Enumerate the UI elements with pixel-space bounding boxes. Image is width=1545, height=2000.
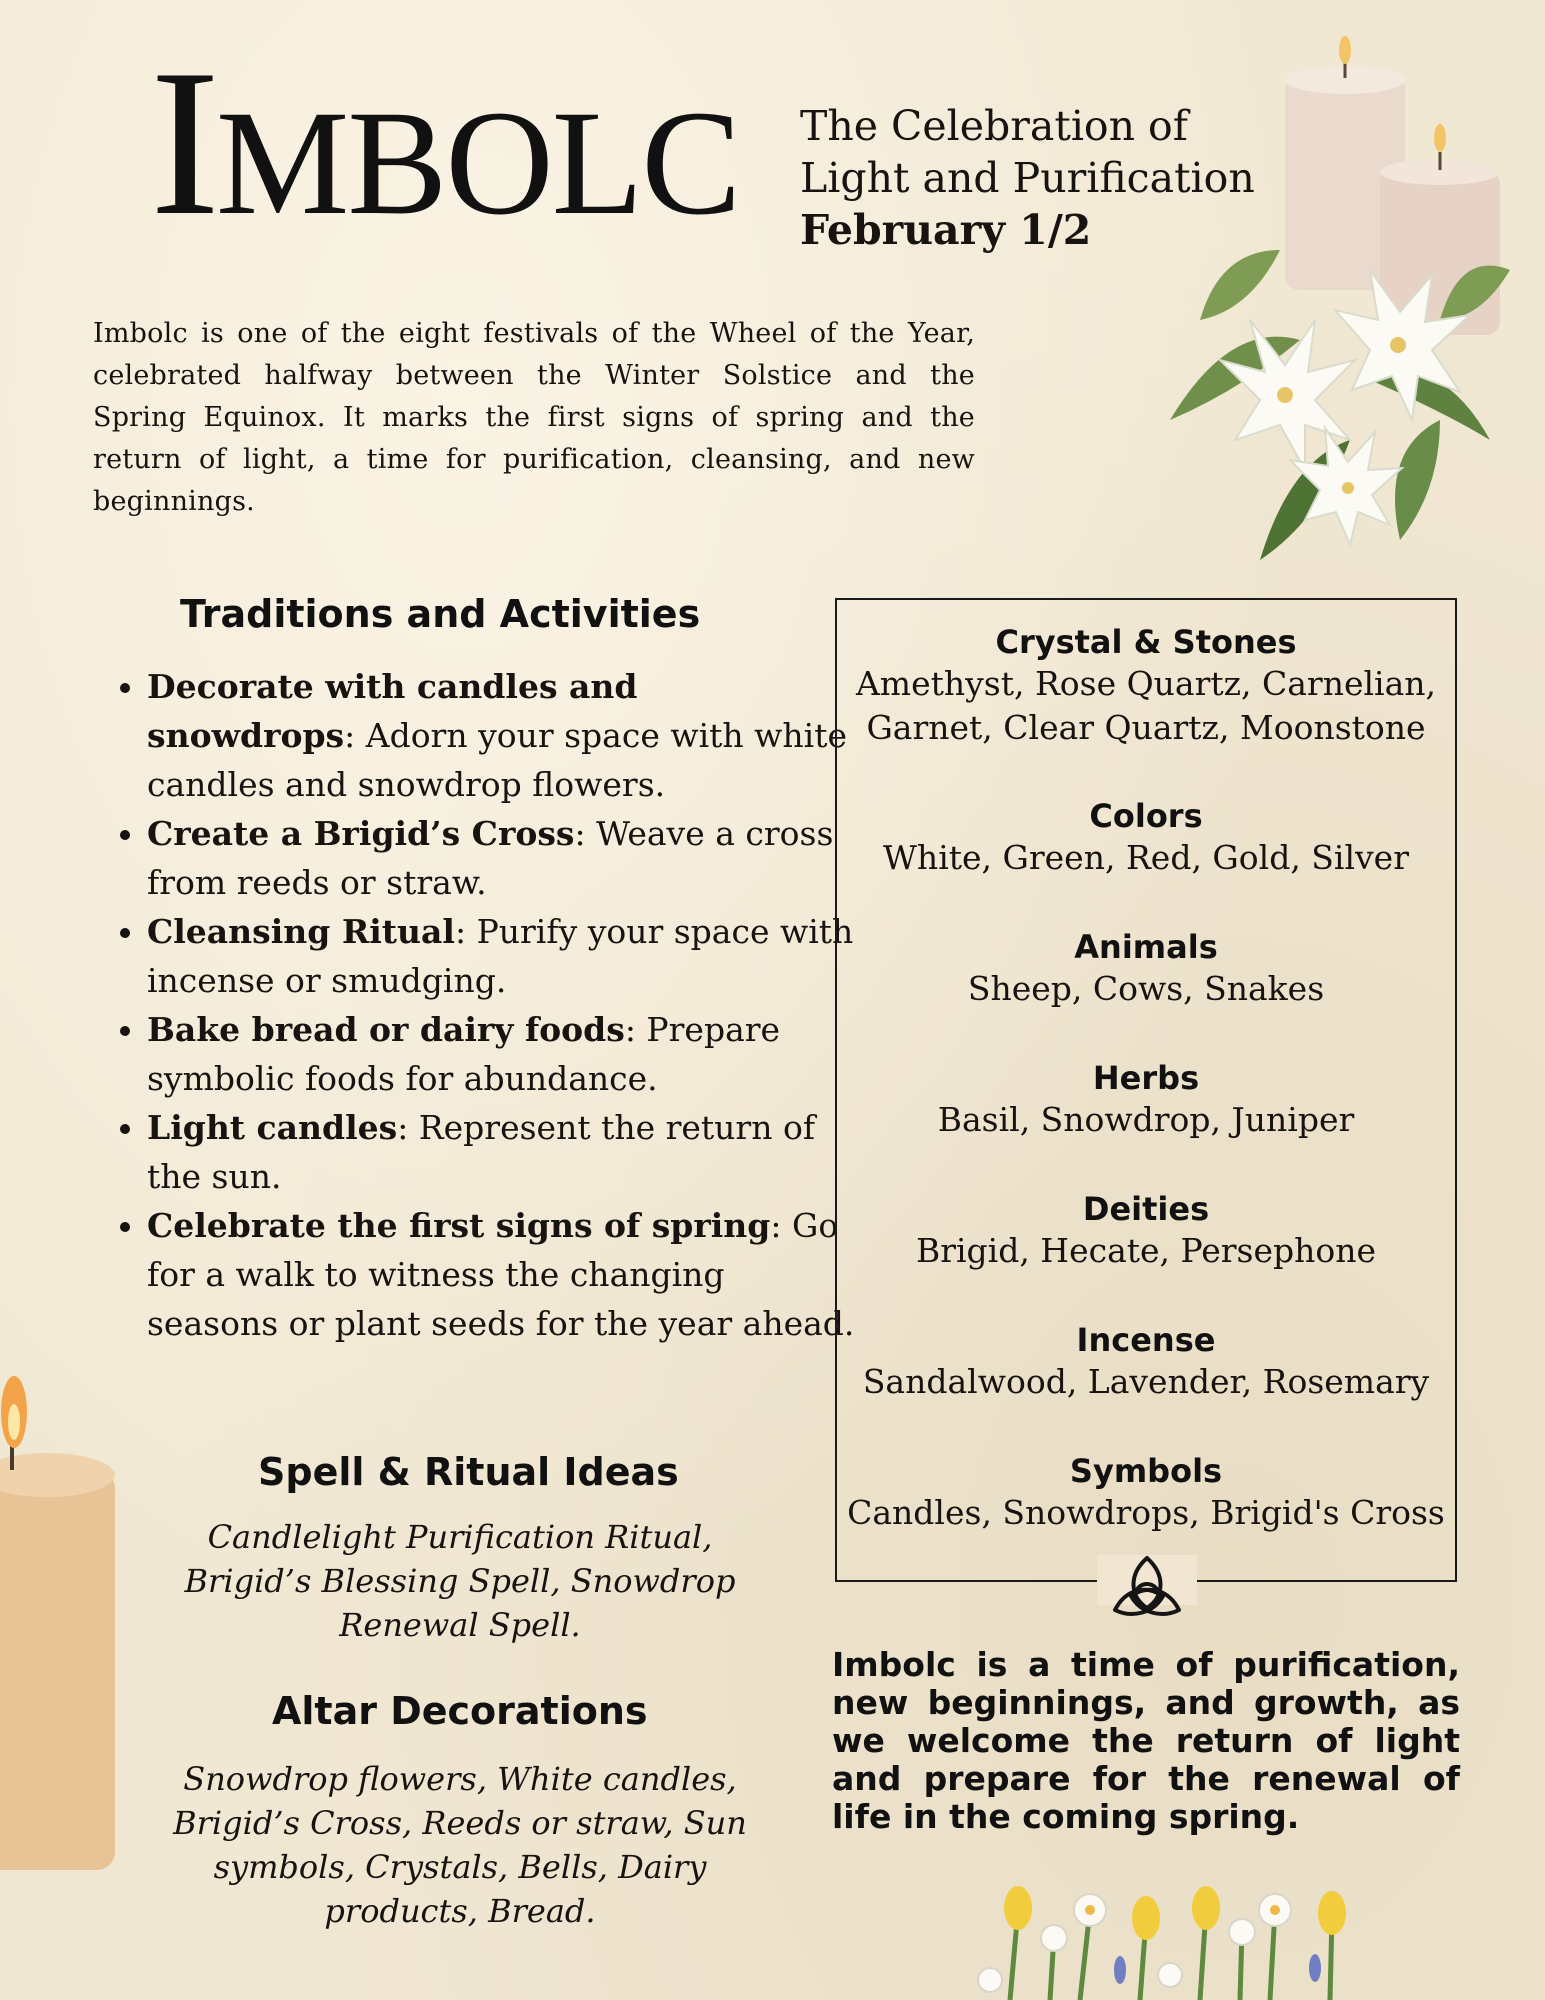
correspondence-heading: Colors (1089, 797, 1203, 835)
title-initial: I (150, 27, 216, 259)
closing-statement: Imbolc is a time of purification, new beginnings, and growth, as we welcome the return of light and prepare for the renewal of life in the coming spring. (832, 1645, 1460, 1836)
correspondence-crystals (837, 622, 1455, 750)
correspondence-heading: Crystal & Stones (995, 623, 1297, 661)
correspondence-value: White, Green, Red, Gold, Silver (883, 838, 1409, 877)
spell-heading: Spell & Ritual Ideas (258, 1450, 679, 1494)
correspondence-animals (837, 927, 1455, 1011)
correspondence-value: Amethyst, Rose Quartz, Carnelian, Garnet, Clear Quartz, Moonstone (855, 664, 1437, 747)
item-title: Light candles (147, 1108, 398, 1147)
spell-ideas: Candlelight Purification Ritual, Brigid’s Blessing Spell, Snowdrop Renewal Spell. (184, 1518, 736, 1644)
triquetra-icon (1107, 1552, 1187, 1622)
traditions-list (100, 662, 857, 1348)
correspondence-value: Brigid, Hecate, Persephone (915, 1231, 1377, 1270)
list-item (147, 1103, 857, 1201)
correspondence-incense (837, 1320, 1455, 1404)
traditions-heading: Traditions and Activities (180, 592, 701, 636)
correspondence-deities (837, 1189, 1455, 1273)
list-item (147, 662, 857, 809)
correspondence-heading: Animals (1074, 928, 1218, 966)
list-item (147, 809, 857, 907)
item-text: : Adorn your space with white candles and snowdrop flowers. (147, 716, 847, 804)
title-rest: MBOLC (215, 80, 740, 246)
correspondence-herbs (837, 1058, 1455, 1142)
correspondence-heading: Deities (1082, 1190, 1210, 1228)
subtitle-line-1: The Celebration of (800, 102, 1188, 150)
spring-flowers-illustration (970, 1880, 1370, 2000)
correspondences-box (835, 598, 1457, 1582)
list-item (147, 1005, 857, 1103)
correspondence-value: Sheep, Cows, Snakes (967, 969, 1325, 1008)
item-text: : Represent the return of the sun. (147, 1108, 816, 1196)
item-text: : Weave a cross from reeds or straw. (147, 814, 834, 902)
item-title: Celebrate the first signs of spring (147, 1206, 771, 1245)
correspondence-value: Candles, Snowdrops, Brigid's Cross (847, 1493, 1445, 1532)
list-item (147, 1201, 857, 1348)
festival-date: February 1/2 (800, 206, 1092, 254)
correspondence-colors (837, 796, 1455, 880)
item-text: : Prepare symbolic foods for abundance. (147, 1010, 781, 1098)
item-text: : Purify your space with incense or smudging. (147, 912, 854, 1000)
item-title: Decorate with candles and snowdrops (147, 667, 638, 755)
subtitle-line-2: Light and Purification (800, 154, 1255, 202)
item-title: Create a Brigid’s Cross (147, 814, 575, 853)
item-text: : Go for a walk to witness the changing seasons or plant seeds for the year ahead. (147, 1206, 855, 1343)
altar-heading: Altar Decorations (272, 1689, 648, 1733)
item-title: Bake bread or dairy foods (147, 1010, 625, 1049)
subtitle (800, 100, 1255, 256)
list-item (147, 907, 857, 1005)
correspondence-value: Sandalwood, Lavender, Rosemary (862, 1362, 1430, 1401)
correspondence-value: Basil, Snowdrop, Juniper (937, 1100, 1355, 1139)
intro-paragraph: Imbolc is one of the eight festivals of the Wheel of the Year, celebrated halfway between the Winter Solstice and the Spring Equinox. It marks the first signs of spring and the return of light, a time for purification, cleansing, and new beginnings. (93, 318, 975, 517)
correspondence-heading: Symbols (1069, 1452, 1223, 1490)
correspondence-heading: Herbs (1092, 1059, 1200, 1097)
page-title (150, 27, 740, 259)
correspondence-heading: Incense (1076, 1321, 1216, 1359)
altar-decorations: Snowdrop flowers, White candles, Brigid’s Cross, Reeds or straw, Sun symbols, Crystals, Bells, Dairy products, Bread. (173, 1760, 747, 1930)
candle-illustration (0, 1300, 125, 1880)
correspondence-symbols (837, 1451, 1455, 1535)
item-title: Cleansing Ritual (147, 912, 455, 951)
